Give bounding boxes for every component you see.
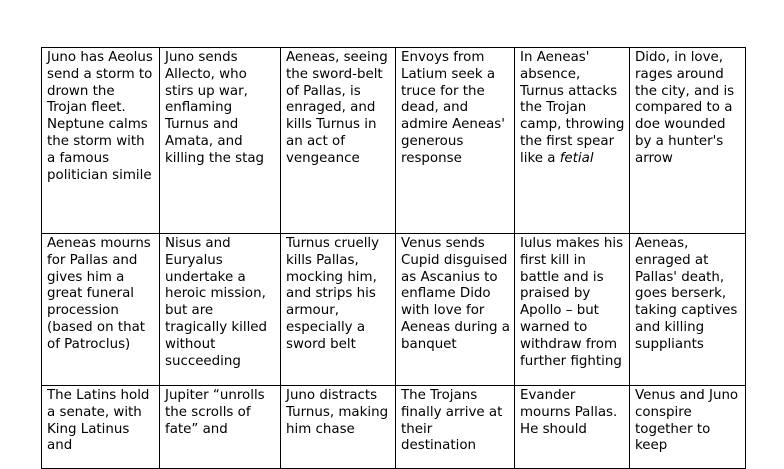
table-cell: [630, 386, 746, 469]
table-cell: [160, 234, 281, 386]
cell-text: [401, 236, 511, 354]
cell-text-run: Venus sends Cupid disguised as Ascanius to enflame Dido with love for Aeneas during a banquet: [401, 236, 510, 352]
table-row: [42, 234, 746, 386]
table-cell: [160, 386, 281, 469]
cell-text-run: Iulus makes his first kill in battle and is praised by Apollo – but warned to withdraw from further fighting: [520, 236, 624, 369]
cell-text-run: Aeneas, enraged at Pallas' death, goes berserk, taking captives and killing suppliants: [635, 236, 738, 352]
cell-text-run: Juno distracts Turnus, making him chase: [286, 388, 389, 437]
table-cell: [630, 48, 746, 234]
cell-text: [165, 388, 277, 438]
cell-text: [165, 236, 277, 370]
table-cell: [515, 48, 630, 234]
cell-italic-term: fetial: [559, 150, 594, 166]
cell-text-run: The Trojans finally arrive at their destination: [401, 388, 503, 454]
events-grid-table: [41, 47, 746, 469]
cell-text: [286, 50, 392, 168]
cell-text-run: Evander mourns Pallas. He should: [520, 388, 618, 437]
table-cell: [630, 234, 746, 386]
table-cell: [42, 48, 160, 234]
cell-text-run: Nisus and Euryalus undertake a heroic mission, but are tragically killed without succeeding: [165, 236, 268, 369]
table-cell: [160, 48, 281, 234]
cell-text: [286, 388, 392, 438]
table-cell: [515, 386, 630, 469]
cell-text-run: Dido, in love, rages around the city, and is compared to a doe wounded by a hunter's arrow: [635, 50, 735, 166]
cell-text: [286, 236, 392, 354]
table-row: [42, 386, 746, 469]
cell-text: [635, 236, 742, 354]
cell-text-run: Venus and Juno conspire together to keep: [635, 388, 739, 454]
table-cell: [396, 48, 515, 234]
cell-text: [47, 388, 156, 455]
cell-text-run: Aeneas mourns for Pallas and gives him a great funeral procession (based on that of Patroclus): [47, 236, 151, 352]
table-cell: [281, 386, 396, 469]
table-cell: [281, 48, 396, 234]
cell-text-run: Juno sends Allecto, who stirs up war, enflaming Turnus and Amata, and killing the stag: [165, 50, 265, 166]
cell-text-run: Jupiter “unrolls the scrolls of fate” and: [165, 388, 265, 437]
table-cell: [281, 234, 396, 386]
table-cell: [396, 234, 515, 386]
table-cell: [42, 234, 160, 386]
table-cell: [396, 386, 515, 469]
cell-text-run: Aeneas, seeing the sword-belt of Pallas, is enraged, and kills Turnus in an act of vengeance: [286, 50, 388, 166]
table-cell: [515, 234, 630, 386]
cell-text-run: Turnus cruelly kills Pallas, mocking him, and strips his armour, especially a sword belt: [286, 236, 380, 352]
cell-text: [520, 236, 626, 370]
cell-text-run: The Latins hold a senate, with King Latinus and: [47, 388, 150, 454]
table-cell: [42, 386, 160, 469]
cell-text: [520, 388, 626, 438]
cell-text: [47, 236, 156, 354]
cell-text-run: In Aeneas' absence, Turnus attacks the Trojan camp, throwing the first spear like a: [520, 50, 625, 166]
table-row: [42, 48, 746, 234]
cell-text-run: Juno has Aeolus send a storm to drown the Trojan fleet. Neptune calms the storm with a famous politician simile: [47, 50, 153, 183]
cell-text: [165, 50, 277, 168]
cell-text: [401, 388, 511, 455]
cell-text: [401, 50, 511, 168]
cell-text: [635, 388, 742, 455]
cell-text-run: Envoys from Latium seek a truce for the dead, and admire Aeneas' generous response: [401, 50, 505, 166]
cell-text: [47, 50, 156, 184]
cell-text: [635, 50, 742, 168]
cell-text: [520, 50, 626, 168]
